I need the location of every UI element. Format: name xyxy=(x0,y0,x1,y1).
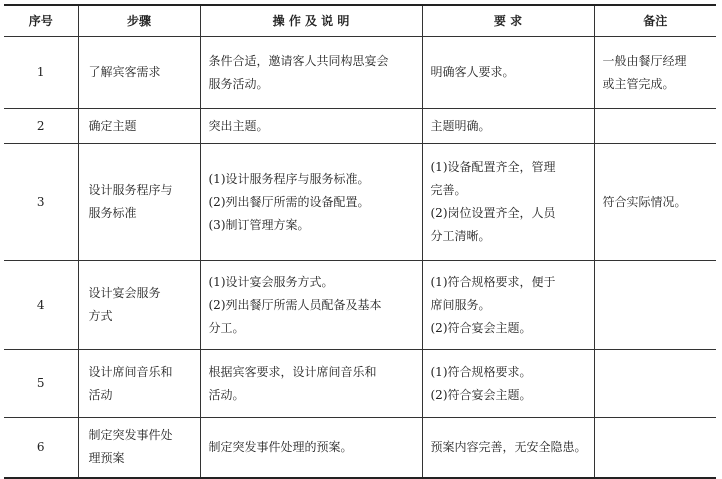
requirement-line: (1)符合规格要求。 xyxy=(430,364,532,379)
operation-line: 服务活动。 xyxy=(208,76,269,91)
requirement-line: 分工清晰。 xyxy=(430,229,491,243)
step-cell xyxy=(78,144,200,261)
requirement-cell xyxy=(422,37,594,109)
operation-line: (2)列出餐厅所需人员配备及基本 xyxy=(208,297,382,312)
operation-line: (1)设计宴会服务方式。 xyxy=(208,274,334,289)
requirement-line: (1)设备配置齐全，管理 xyxy=(430,160,556,174)
operation-cell xyxy=(200,418,422,478)
table-header-row xyxy=(4,5,716,37)
requirement-cell xyxy=(422,144,594,261)
requirement-line: 主题明确。 xyxy=(430,118,491,133)
operation-line: 根据宾客要求，设计席间音乐和 xyxy=(208,364,377,379)
requirement-line: (2)符合宴会主题。 xyxy=(430,320,532,335)
step-line: 理预案 xyxy=(88,451,125,466)
table-row xyxy=(4,418,716,478)
requirement-cell xyxy=(422,418,594,478)
table-row xyxy=(4,261,716,350)
row-number: 1 xyxy=(4,37,78,109)
table-row xyxy=(4,350,716,418)
operation-cell xyxy=(200,37,422,109)
operation-line: 制定突发事件处理的预案。 xyxy=(208,439,353,454)
requirement-line: 预案内容完善，无安全隐患。 xyxy=(430,439,587,454)
requirement-cell xyxy=(422,261,594,350)
operation-cell xyxy=(200,144,422,261)
step-line: 制定突发事件处 xyxy=(88,428,173,443)
row-number: 2 xyxy=(4,109,78,144)
requirement-line: 席间服务。 xyxy=(430,297,491,312)
requirement-line: (2)岗位设置齐全，人员 xyxy=(430,206,556,220)
requirement-line: 完善。 xyxy=(430,183,467,197)
operation-cell xyxy=(200,350,422,418)
step-cell xyxy=(78,350,200,418)
remark-cell xyxy=(594,418,716,478)
header-no: 序号 xyxy=(4,5,78,37)
remark-line: 符合实际情况。 xyxy=(602,194,687,209)
operation-line: (3)制订管理方案。 xyxy=(208,217,310,232)
remark-cell xyxy=(594,109,716,144)
step-cell xyxy=(78,261,200,350)
remark-cell xyxy=(594,350,716,418)
remark-cell xyxy=(594,144,716,261)
step-line: 服务标准 xyxy=(88,206,137,220)
step-line: 设计席间音乐和 xyxy=(88,364,173,379)
step-cell xyxy=(78,37,200,109)
row-number: 5 xyxy=(4,350,78,418)
requirement-cell xyxy=(422,109,594,144)
requirement-line: 明确客人要求。 xyxy=(430,65,515,79)
operation-cell xyxy=(200,261,422,350)
table-row xyxy=(4,37,716,109)
table-row xyxy=(4,109,716,144)
remark-cell xyxy=(594,261,716,350)
header-step: 步骤 xyxy=(78,5,200,37)
procedure-table xyxy=(4,4,716,479)
operation-cell xyxy=(200,109,422,144)
procedure-table-container xyxy=(4,4,716,479)
row-number: 3 xyxy=(4,144,78,261)
remark-cell xyxy=(594,37,716,109)
step-cell xyxy=(78,109,200,144)
requirement-line: (2)符合宴会主题。 xyxy=(430,387,532,402)
remark-line: 或主管完成。 xyxy=(602,76,675,91)
operation-line: 条件合适，邀请客人共同构思宴会 xyxy=(208,53,389,68)
step-line: 设计宴会服务 xyxy=(88,286,161,300)
requirement-line: (1)符合规格要求，便于 xyxy=(430,274,556,289)
operation-line: (1)设计服务程序与服务标准。 xyxy=(208,171,370,186)
operation-line: 分工。 xyxy=(208,320,245,335)
step-cell xyxy=(78,418,200,478)
requirement-cell xyxy=(422,350,594,418)
operation-line: 突出主题。 xyxy=(208,118,269,133)
row-number: 6 xyxy=(4,418,78,478)
table-row xyxy=(4,144,716,261)
step-line: 活动 xyxy=(88,387,113,402)
row-number: 4 xyxy=(4,261,78,350)
step-line: 设计服务程序与 xyxy=(88,183,173,197)
operation-line: 活动。 xyxy=(208,387,245,402)
step-line: 了解宾客需求 xyxy=(88,65,161,79)
operation-line: (2)列出餐厅所需的设备配置。 xyxy=(208,194,370,209)
remark-line: 一般由餐厅经理 xyxy=(602,53,687,68)
step-line: 方式 xyxy=(88,309,113,323)
header-operation: 操 作 及 说 明 xyxy=(200,5,422,37)
header-remark: 备注 xyxy=(594,5,716,37)
step-line: 确定主题 xyxy=(88,118,137,133)
header-requirement: 要 求 xyxy=(422,5,594,37)
